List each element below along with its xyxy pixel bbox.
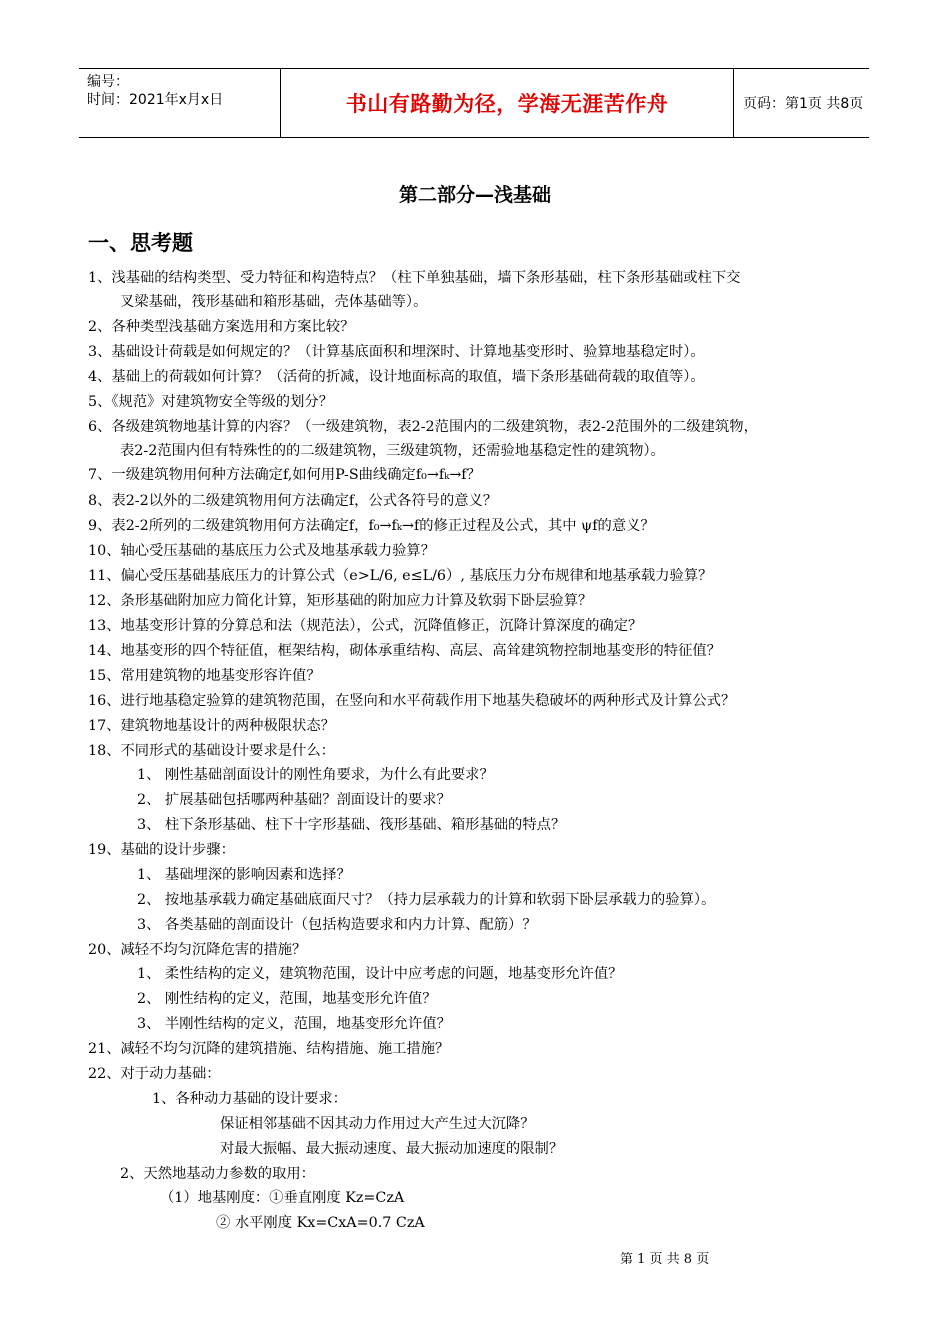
text-line: 8、表2-2以外的二级建筑物用何方法确定f，公式各符号的意义？	[88, 493, 498, 509]
date-text: 时间：2021年x月x日	[87, 92, 224, 108]
document-title: 第二部分—浅基础	[398, 184, 551, 206]
text-line: 2、天然地基动力参数的取用：	[120, 1166, 315, 1182]
text-line: 10、轴心受压基础的基底压力公式及地基承载力验算？	[88, 543, 436, 559]
text-line: 对最大振幅、最大振动速度、最大振动加速度的限制？	[220, 1141, 564, 1157]
text-line: 20、减轻不均匀沉降危害的措施？	[88, 942, 307, 958]
text-line: 13、地基变形计算的分算总和法（规范法），公式，沉降值修正，沉降计算深度的确定？	[88, 618, 643, 634]
text-line: 11、偏心受压基础基底压力的计算公式（e>L/6, e≤L/6）, 基底压力分布规律和地基承载力验算？	[88, 568, 713, 584]
text-line: 16、进行地基稳定验算的建筑物范围，在竖向和水平荷载作用下地基失稳破坏的两种形式及计算公式？	[88, 693, 736, 709]
header-meta-cell	[79, 69, 281, 137]
text-line: 12、条形基础附加应力简化计算，矩形基础的附加应力计算及软弱下卧层验算？	[88, 593, 593, 609]
section-title: 一、思考题	[88, 231, 193, 255]
page-info-text: 页码：第1页 共8页	[743, 96, 864, 112]
text-line: 1、各种动力基础的设计要求：	[152, 1091, 347, 1107]
text-line: 17、建筑物地基设计的两种极限状态？	[88, 718, 335, 734]
text-line: 2、 刚性结构的定义，范围，地基变形允许值？	[137, 991, 437, 1007]
text-line: 2、 按地基承载力确定基础底面尺寸？（持力层承载力的计算和软弱下卧层承载力的验算）。	[137, 892, 716, 908]
text-line: 3、基础设计荷载是如何规定的？（计算基底面积和埋深时、计算地基变形时、验算地基稳定时）。	[88, 344, 705, 360]
page-footer: 第 1 页 共 8 页	[620, 1252, 710, 1267]
text-line: 1、 刚性基础剖面设计的刚性角要求，为什么有此要求？	[137, 767, 494, 783]
text-line: 22、对于动力基础：	[88, 1066, 221, 1082]
text-line: 5、《规范》对建筑物安全等级的划分？	[88, 394, 333, 410]
text-line: 2、各种类型浅基础方案选用和方案比较？	[88, 319, 355, 335]
text-line: 3、 半刚性结构的定义，范围，地基变形允许值？	[137, 1016, 451, 1032]
text-line: 3、 柱下条形基础、柱下十字形基础、筏形基础、箱形基础的特点？	[137, 817, 566, 833]
text-line: 保证相邻基础不因其动力作用过大产生过大沉降？	[220, 1116, 535, 1132]
text-line: 表2-2范围内但有特殊性的的二级建筑物，三级建筑物，还需验地基稳定性的建筑物）。	[120, 443, 665, 459]
text-line: 2、 扩展基础包括哪两种基础？剖面设计的要求？	[137, 792, 451, 808]
motto-text: 书山有路勤为径，学海无涯苦作舟	[345, 92, 669, 116]
text-line: 18、不同形式的基础设计要求是什么：	[88, 743, 335, 759]
number-label: 编号：	[87, 74, 129, 90]
text-line: 4、基础上的荷载如何计算？（活荷的折减，设计地面标高的取值，墙下条形基础荷载的取值等）。	[88, 369, 705, 385]
text-line: ② 水平刚度 Kx=CxA=0.7 CzA	[216, 1215, 425, 1231]
text-line: 21、减轻不均匀沉降的建筑措施、结构措施、施工措施？	[88, 1041, 450, 1057]
page-info-cell	[733, 69, 869, 137]
text-line: 3、 各类基础的剖面设计（包括构造要求和内力计算、配筋）？	[137, 917, 537, 933]
text-line: 9、表2-2所列的二级建筑物用何方法确定f，f₀→fₖ→f的修正过程及公式，其中 ψf的意义？	[88, 518, 655, 534]
motto-cell	[281, 69, 734, 137]
text-line: 叉梁基础，筏形基础和箱形基础，壳体基础等）。	[120, 294, 428, 310]
header-table	[79, 68, 869, 138]
text-line: （1）地基刚度：①垂直刚度 Kz=CzA	[160, 1190, 405, 1206]
text-line: 1、 柔性结构的定义，建筑物范围，设计中应考虑的问题，地基变形允许值？	[137, 966, 623, 982]
text-line: 1、浅基础的结构类型、受力特征和构造特点？（柱下单独基础，墙下条形基础，柱下条形基础或柱下交	[88, 270, 741, 286]
text-line: 1、 基础埋深的影响因素和选择？	[137, 867, 351, 883]
text-line: 7、一级建筑物用何种方法确定f,如何用P-S曲线确定f₀→fₖ→f？	[88, 467, 481, 483]
text-line: 14、地基变形的四个特征值，框架结构，砌体承重结构、高层、高耸建筑物控制地基变形的特征值？	[88, 643, 721, 659]
text-line: 15、常用建筑物的地基变形容许值？	[88, 668, 321, 684]
text-line: 19、基础的设计步骤：	[88, 842, 235, 858]
text-line: 6、各级建筑物地基计算的内容？（一级建筑物，表2-2范围内的二级建筑物，表2-2范围外的二级建筑物，	[88, 419, 758, 435]
